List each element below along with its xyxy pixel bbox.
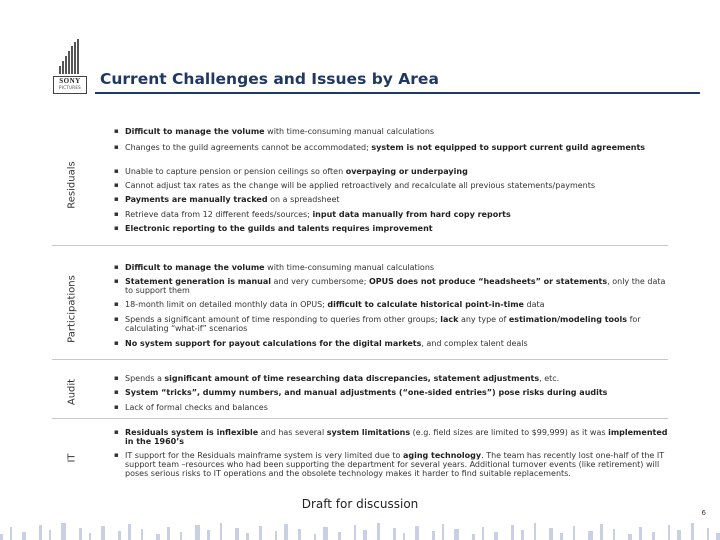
text: Changes to the guild agreements cannot be accommodated;: [125, 143, 372, 152]
logo-brand: SONY: [59, 77, 81, 85]
bold-text: estimation/modeling tools: [508, 315, 628, 324]
page-title: Current Challenges and Issues by Area: [100, 70, 439, 88]
bullet-icon: ▪: [114, 167, 119, 175]
bold-text: Payments are manually tracked: [125, 195, 268, 204]
logo-bars-icon: [59, 38, 83, 74]
text: , only the data to support them: [125, 277, 666, 295]
text: with time-consuming manual calculations: [264, 127, 435, 136]
section-label: IT: [66, 453, 78, 463]
page-number: 6: [701, 509, 706, 517]
bold-text: lack: [440, 315, 459, 324]
section-label: Participations: [66, 274, 78, 343]
text: for calculating “what-if” scenarios: [125, 315, 641, 333]
text: Spends a significant amount of time responding to queries from other groups;: [125, 315, 441, 324]
sony-pictures-logo: [53, 38, 89, 96]
text: with time-consuming manual calculations: [264, 263, 435, 272]
list-item: [114, 403, 668, 412]
text: 18-month limit on detailed monthly data in OPUS;: [125, 300, 328, 309]
list-item: [114, 224, 668, 233]
text: and has several: [258, 428, 327, 437]
bullet-icon: ▪: [114, 224, 119, 232]
bullet-icon: ▪: [114, 315, 119, 323]
list-item: [114, 315, 668, 333]
bold-text: Electronic reporting to the guilds and talents requires improvement: [125, 224, 433, 233]
text: , etc.: [539, 374, 560, 383]
bullet-icon: ▪: [114, 388, 119, 396]
bullet-icon: ▪: [114, 403, 119, 411]
section-participations: [52, 258, 668, 360]
bold-text: System “tricks”, dummy numbers, and manual adjustments (“one-sided entries”) pose risks during audits: [125, 388, 608, 397]
bold-text: implemented in the 1960’s: [125, 428, 668, 446]
bullet-icon: ▪: [114, 127, 119, 135]
bold-text: system is not equipped to support current guild agreements: [371, 143, 646, 152]
text: (e.g. field sizes are limited to $99,999) as it was: [410, 428, 609, 437]
bullet-icon: ▪: [114, 195, 119, 203]
text: . The team has recently lost one-half of the IT support team –resources who had been supporting the department for several years. Additional turnover events (like retirement) will poses serious risks to IT operations and the obsolete technology makes it harder to find suitable replacements.: [125, 451, 665, 478]
bold-text: No system support for payout calculations for the digital markets: [125, 339, 422, 348]
list-item: [114, 181, 668, 190]
bold-text: system limitations: [326, 428, 411, 437]
bullet-icon: ▪: [114, 210, 119, 218]
text: any type of: [458, 315, 509, 324]
list-item: [114, 339, 668, 348]
list-item: [114, 300, 668, 309]
text: IT support for the Residuals mainframe system is very limited due to: [125, 451, 403, 460]
list-item: [114, 195, 668, 204]
list-item: [114, 451, 668, 478]
bullet-icon: ▪: [114, 428, 119, 436]
bullet-icon: ▪: [114, 181, 119, 189]
title-rule: [95, 92, 700, 94]
bold-text: Difficult to manage the volume: [125, 127, 265, 136]
section-residuals: [52, 124, 668, 246]
footer-text: Draft for discussion: [301, 497, 419, 511]
section-audit: [52, 366, 668, 419]
bullet-icon: ▪: [114, 263, 119, 271]
bold-text: Statement generation is manual: [125, 277, 272, 286]
bullet-icon: ▪: [114, 339, 119, 347]
list-item: [114, 210, 668, 219]
list-item: [114, 388, 668, 397]
bold-text: input data manually from hard copy reports: [312, 210, 511, 219]
text: Spends a: [125, 374, 165, 383]
list-item: [114, 263, 668, 272]
list-item: [114, 143, 668, 152]
text: and very cumbersome;: [271, 277, 369, 286]
bullet-icon: ▪: [114, 143, 119, 151]
text: data: [523, 300, 545, 309]
bold-text: overpaying or underpaying: [345, 167, 468, 176]
list-item: [114, 277, 668, 295]
list-item: [114, 374, 668, 383]
bold-text: Residuals system is inflexible: [125, 428, 259, 437]
text: on a spreadsheet: [267, 195, 340, 204]
section-label: Audit: [66, 378, 78, 406]
list-item: [114, 428, 668, 446]
decorative-bars: [0, 522, 720, 540]
list-item: [114, 127, 668, 136]
list-item: [114, 167, 668, 176]
section-it: [52, 424, 668, 492]
text: Cannot adjust tax rates as the change will be applied retroactively and recalculate all previous statements/payments: [125, 181, 596, 190]
section-label: Residuals: [66, 160, 78, 209]
bullet-icon: ▪: [114, 374, 119, 382]
bullet-icon: ▪: [114, 300, 119, 308]
bold-text: Difficult to manage the volume: [125, 263, 265, 272]
logo-sub: PICTURES: [58, 85, 81, 90]
text: Retrieve data from 12 different feeds/sources;: [125, 210, 313, 219]
bold-text: significant amount of time researching data discrepancies, statement adjustments: [164, 374, 540, 383]
text: Lack of formal checks and balances: [125, 403, 268, 412]
bold-text: aging technology: [402, 451, 482, 460]
bullet-icon: ▪: [114, 277, 119, 285]
text: Unable to capture pension or pension ceilings so often: [125, 167, 346, 176]
bold-text: difficult to calculate historical point-in-time: [327, 300, 524, 309]
bullet-icon: ▪: [114, 451, 119, 459]
text: , and complex talent deals: [421, 339, 528, 348]
bold-text: OPUS does not produce “headsheets” or statements: [368, 277, 608, 286]
